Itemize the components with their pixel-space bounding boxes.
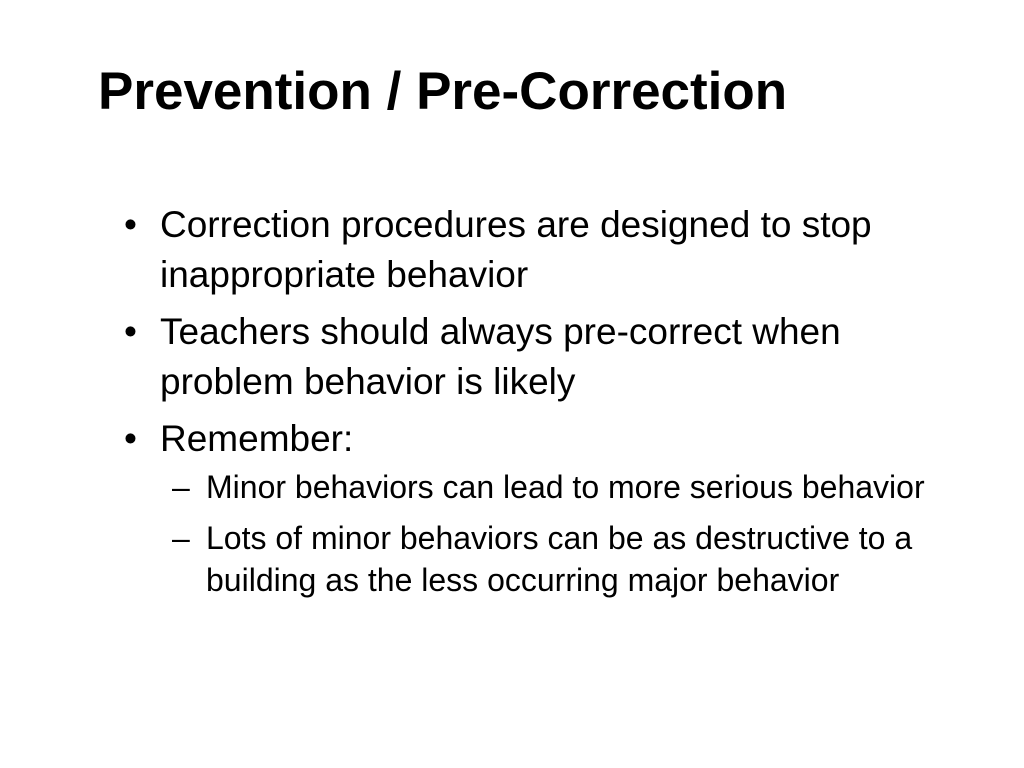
sub-bullet-item [160, 466, 976, 508]
bullet-list [116, 200, 976, 610]
bullet-item [116, 414, 976, 601]
sub-bullet-marker: – [172, 469, 190, 505]
sub-bullet-list [160, 466, 976, 601]
bullet-item [116, 200, 976, 300]
sub-bullet-marker: – [172, 520, 190, 556]
sub-bullet-text: Minor behaviors can lead to more serious behavior [206, 469, 925, 505]
bullet-marker: • [124, 311, 137, 352]
bullet-text: Teachers should always pre-correct when problem behavior is likely [160, 311, 841, 402]
bullet-text: Remember: [160, 418, 354, 459]
bullet-marker: • [124, 204, 137, 245]
bullet-item [116, 307, 976, 407]
bullet-text: Correction procedures are designed to stop inappropriate behavior [160, 204, 872, 295]
slide-title: Prevention / Pre-Correction [98, 62, 788, 121]
sub-bullet-item [160, 517, 976, 601]
bullet-marker: • [124, 418, 137, 459]
sub-bullet-text: Lots of minor behaviors can be as destructive to a building as the less occurring major behavior [206, 520, 913, 598]
